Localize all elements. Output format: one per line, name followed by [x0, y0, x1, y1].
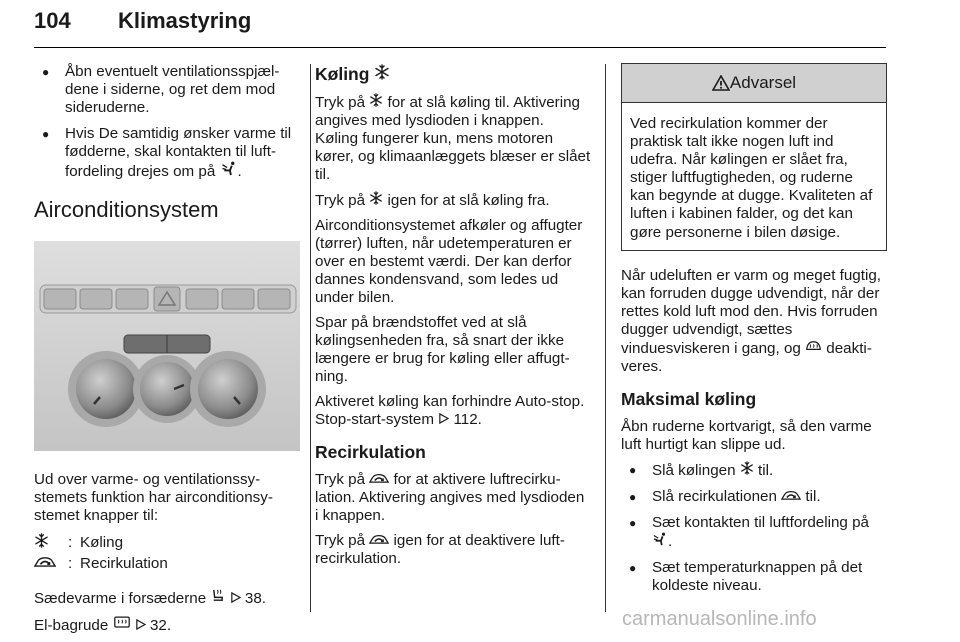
recirculation-icon [34, 555, 56, 568]
page-title: Klimastyring [118, 8, 252, 33]
seat-heating-text: Sædevarme i forsæderne 38. [34, 590, 266, 607]
rear-window-text: El-bagrude 32. [34, 617, 172, 634]
recirculation-icon [369, 472, 389, 484]
header-rule [34, 47, 886, 48]
reference-arrow-icon [135, 619, 146, 630]
list-item: ● Sæt kontakten til luftfordeling på . [621, 514, 887, 551]
windscreen-heating-icon [805, 339, 822, 353]
paragraph: Aktiveret køling kan forhindre Auto-stop. Stop-start-system 112. [315, 393, 585, 428]
snowflake-icon [369, 191, 383, 205]
upper-airflow-icon [652, 532, 668, 546]
column-left [34, 63, 300, 642]
section-heading: Airconditionsystem [34, 197, 219, 222]
list-item: ● Sæt temperaturknappen på det koldeste niveau. [621, 559, 887, 595]
column-divider [605, 64, 606, 612]
paragraph: Når udeluften er varm og meget fugtig, kan forruden dugge udvendigt, når der rettes kold luft mod den. Hvis forruden dugger udvendigt, sættes vinduesviskeren i gang, og deaktiveres. [621, 266, 882, 375]
list-item: ● Slå kølingen til. [621, 461, 887, 480]
snowflake-icon [740, 461, 754, 475]
page-header [34, 8, 886, 44]
snowflake-icon [369, 93, 383, 107]
intro-text: Ud over varme- og ventilationssystemets funktion har airconditionsystemet knapper til: [34, 471, 273, 524]
warning-header [622, 64, 886, 103]
recirculation-icon [781, 489, 801, 501]
paragraph: Tryk på igen for at slå køling fra. [315, 192, 550, 209]
column-divider [310, 64, 311, 612]
warning-title: Advarsel [729, 73, 797, 92]
bullet-list [34, 63, 300, 181]
button-legend [34, 532, 300, 574]
list-item: ● Hvis De samtidig ønsker varme til fødderne, skal kontakten til luftfordeling drejes om på . [34, 125, 300, 181]
cooling-heading: Køling [315, 63, 591, 85]
climate-control-panel-image [34, 241, 300, 451]
feet-airflow-icon [220, 161, 238, 176]
paragraph: Airconditionsystemet afkøler og affugter (tørrer) luften, når udetemperaturen er over en bestemt værdi. Der kan derfor dannes kondensvand, som ledes ud under bilen. [315, 217, 583, 306]
legend-row-recirculation: : Recirkulation [34, 553, 300, 574]
legend-row-cooling: : Køling [34, 532, 300, 553]
recirculation-heading: Recirkulation [315, 442, 426, 462]
seat-heating-icon [210, 588, 225, 603]
recirculation-icon [369, 533, 389, 545]
paragraph: Åbn ruderne kortvarigt, så den varme luft hurtigt kan slippe ud. [621, 417, 872, 453]
paragraph: Spar på brændstoffet ved at slå kølingsenheden fra, så snart der ikke længere er brug for køling eller affugtning. [315, 314, 570, 385]
paragraph: Tryk på for at aktivere luftrecirkulation. Aktivering angives med lysdioden i knappen. [315, 471, 585, 524]
watermark: carmanualsonline.info [622, 608, 817, 630]
rear-window-heating-icon [113, 615, 131, 630]
bullet-list [621, 461, 887, 595]
reference-arrow-icon [230, 592, 241, 603]
reference-arrow-icon [438, 413, 449, 424]
warning-box [621, 63, 887, 251]
list-item: ● Åbn eventuelt ventilationsspjældene i siderne, og ret dem mod sideruderne. [34, 63, 300, 117]
max-cooling-heading: Maksimal køling [621, 388, 757, 409]
snowflake-icon [34, 533, 49, 548]
paragraph: Tryk på for at slå køling til. Aktivering angives med lysdioden i knappen. Køling fungerer kun, mens motoren kører, og klimaanlæggets blæser er slået til. [315, 94, 591, 183]
paragraph: Tryk på igen for at deaktivere luftrecirkulation. [315, 532, 565, 567]
snowflake-icon [374, 64, 390, 80]
warning-triangle-icon [712, 75, 730, 91]
column-right [621, 63, 887, 603]
list-item: ● Slå recirkulationen til. [621, 488, 887, 506]
warning-text: Ved recirkulation kommer der praktisk talt ikke nogen luft ind udefra. Når kølingen er slået fra, stiger luftfugtigheden, og ruderne kan begynde at dugge. Kvaliteten af luften i kabinen falder, og det kan gøre personerne i bilen døsige. [630, 115, 873, 241]
page-number: 104 [34, 8, 71, 33]
column-middle [315, 63, 591, 575]
